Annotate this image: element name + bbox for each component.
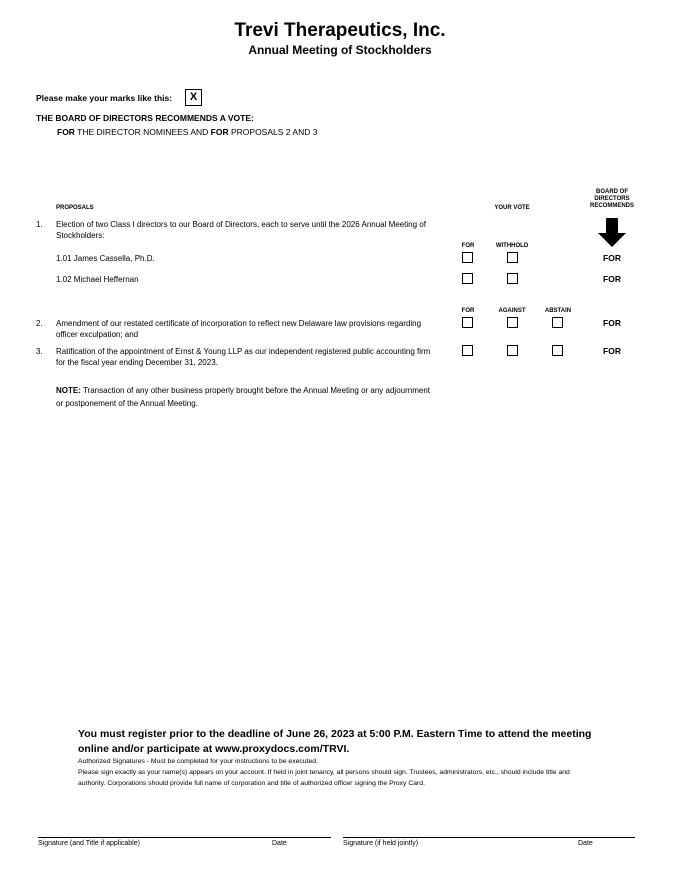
rec-text-1: THE DIRECTOR NOMINEES AND <box>74 127 211 137</box>
signature-2-label: Signature (if held jointly) <box>343 840 419 847</box>
rec-for-1: FOR <box>57 127 75 137</box>
proposal-3-against-checkbox[interactable] <box>507 345 518 356</box>
date-2-label: Date <box>578 840 593 847</box>
for-header-p2: FOR <box>461 308 475 314</box>
recommendation-summary <box>57 127 317 137</box>
nominee-2-for-checkbox[interactable] <box>462 273 473 284</box>
authorized-signatures-note: Authorized Signatures - Must be completed for your instructions to be executed. <box>78 758 318 765</box>
signature-1-label: Signature (and Title if applicable) <box>38 840 140 847</box>
proposal-2-for-checkbox[interactable] <box>462 317 473 328</box>
nominee-1-for-checkbox[interactable] <box>462 252 473 263</box>
nominee-1-withhold-checkbox[interactable] <box>507 252 518 263</box>
signature-line-1[interactable] <box>38 837 331 838</box>
proposal-2-abstain-checkbox[interactable] <box>552 317 563 328</box>
down-arrow-icon <box>606 218 618 234</box>
mark-example-box: X <box>185 89 202 106</box>
board-recommends-heading: THE BOARD OF DIRECTORS RECOMMENDS A VOTE: <box>36 113 254 123</box>
nominee-2-withhold-checkbox[interactable] <box>507 273 518 284</box>
board-recommends-line2: DIRECTORS <box>594 196 630 202</box>
signature-instructions <box>78 756 598 789</box>
rec-for-2: FOR <box>210 127 229 137</box>
rec-text-2: PROPOSALS 2 AND 3 <box>228 127 318 137</box>
board-recommends-line3: RECOMMENDS <box>589 203 634 209</box>
note-paragraph <box>56 385 436 410</box>
proposal-2-recommendation: FOR <box>603 318 621 328</box>
against-header: AGAINST <box>498 308 526 314</box>
proposals-column-header: PROPOSALS <box>56 205 94 211</box>
meeting-subtitle: Annual Meeting of Stockholders <box>248 43 432 57</box>
down-arrow-head-icon <box>598 233 626 247</box>
nominee-2-label: 1.02 Michael Heffernan <box>56 275 139 284</box>
registration-deadline: You must register prior to the deadline of June 26, 2023 at 5:00 P.M. Eastern Time to attend the meeting online and/or participate at www.proxydocs.com/TRVI. <box>78 728 592 755</box>
board-recommends-line1: BOARD OF <box>596 189 628 195</box>
withhold-header: WITHHOLD <box>495 243 529 249</box>
signature-line-2[interactable] <box>343 837 635 838</box>
proposal-3-recommendation: FOR <box>603 346 621 356</box>
sign-exactly-note: Please sign exactly as your name(s) appears on your account. If held in joint tenancy, all persons should sign. Trustees, administrators, etc., should include title and authority. Corporations should provide full name of corporation and title of authorized officer signing the Proxy Card. <box>78 769 570 787</box>
date-1-label: Date <box>272 840 287 847</box>
proposal-3-for-checkbox[interactable] <box>462 345 473 356</box>
your-vote-column-header: YOUR VOTE <box>494 205 530 211</box>
board-recommends-column-header <box>582 189 642 210</box>
proposal-2-against-checkbox[interactable] <box>507 317 518 328</box>
nominee-1-label: 1.01 James Cassella, Ph.D. <box>56 254 155 263</box>
for-header-p1: FOR <box>461 243 475 249</box>
proposal-3-text: Ratification of the appointment of Ernst & Young LLP as our independent registered public accounting firm for the fiscal year ending December 31, 2023. <box>56 347 431 367</box>
proposal-3-abstain-checkbox[interactable] <box>552 345 563 356</box>
abstain-header: ABSTAIN <box>544 308 572 314</box>
proposal-1-text: Election of two Class I directors to our Board of Directors, each to serve until the 2026 Annual Meeting of Stockholders: <box>56 220 426 240</box>
nominee-1-recommendation: FOR <box>603 253 621 263</box>
note-label: NOTE: <box>56 386 81 395</box>
proposal-3-number: 3. <box>36 347 43 356</box>
nominee-2-recommendation: FOR <box>603 274 621 284</box>
proposal-2-number: 2. <box>36 319 43 328</box>
company-title: Trevi Therapeutics, Inc. <box>234 20 446 41</box>
marks-instruction: Please make your marks like this: <box>36 93 173 103</box>
note-text: Transaction of any other business properly brought before the Annual Meeting or any adjournment or postponement of the Annual Meeting. <box>56 386 430 408</box>
proposal-2-text: Amendment of our restated certificate of incorporation to reflect new Delaware law provisions regarding officer exculpation; and <box>56 319 422 339</box>
proposal-1-number: 1. <box>36 220 43 229</box>
